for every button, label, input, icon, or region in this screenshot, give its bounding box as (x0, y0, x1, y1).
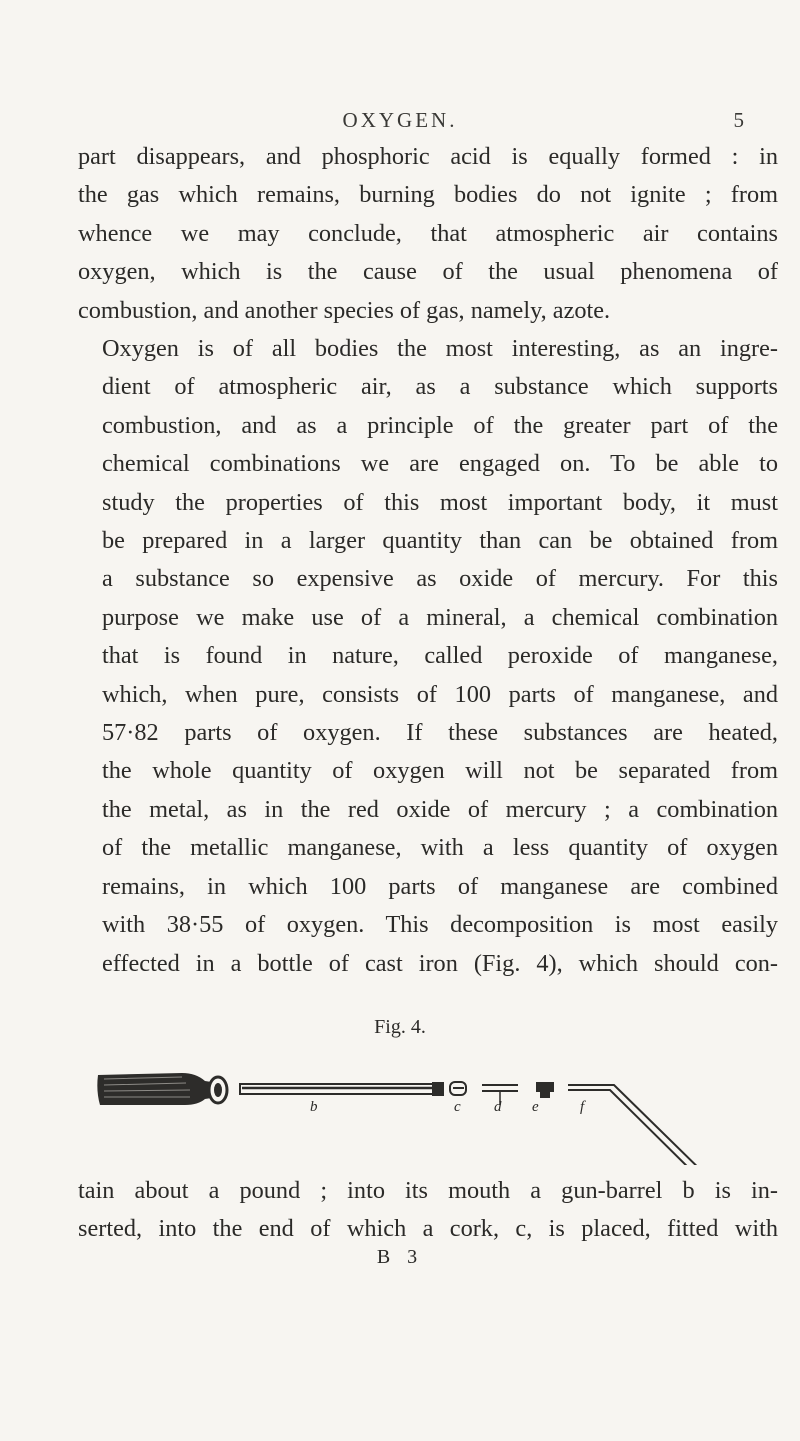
running-head (0, 108, 800, 138)
text-line: with 38·55 of oxygen. This decomposition is most easily (102, 911, 778, 939)
text-line: oxygen, which is the cause of the usual phenomena of (78, 258, 778, 286)
text-line: 57·82 parts of oxygen. If these substances are heated, (102, 719, 778, 747)
paragraph-2 (78, 330, 778, 983)
paragraph-1 (78, 138, 778, 330)
text-line: Oxygen is of all bodies the most interesting, as an ingre- (102, 335, 778, 362)
text-line: combustion, and as a principle of the greater part of the (102, 411, 778, 439)
text-line: the whole quantity of oxygen will not be separated from (102, 757, 778, 785)
text-line: of the metallic manganese, with a less quantity of oxygen (102, 834, 778, 862)
running-title: OXYGEN. (342, 108, 458, 132)
gun-barrel-illustration (240, 1082, 444, 1096)
figure-caption: Fig. 4. (374, 1016, 426, 1038)
text-line: which, when pure, consists of 100 parts of manganese, and (102, 680, 778, 708)
text-line: purpose we make use of a mineral, a chemical combination (102, 603, 778, 631)
text-line: that is found in nature, called peroxide of manganese, (102, 642, 778, 670)
text-line: remains, in which 100 parts of manganese are combined (102, 872, 778, 900)
page-number: 5 (733, 108, 744, 132)
text-line: part disappears, and phosphoric acid is equally formed : in (78, 143, 778, 170)
iron-bottle-illustration (97, 1073, 227, 1105)
text-line: effected in a bottle of cast iron (Fig. 4), which should con- (102, 949, 778, 977)
text-line: combustion, and another species of gas, namely, azote. (78, 296, 611, 324)
text-line: chemical combinations we are engaged on. To be able to (102, 450, 778, 478)
text-line: a substance so expensive as oxide of mercury. For this (102, 565, 778, 593)
text-line: tain about a pound ; into its mouth a gun-barrel b is in- (78, 1177, 778, 1204)
text-line: be prepared in a larger quantity than can be obtained from (102, 527, 778, 555)
label-f: f (580, 1099, 585, 1115)
text-line: serted, into the end of which a cork, c, is placed, fitted with (78, 1215, 778, 1243)
label-b: b (310, 1099, 318, 1115)
paragraph-3 (78, 1172, 778, 1249)
text-line: the metal, as in the red oxide of mercury ; a combination (102, 795, 778, 823)
text-line: study the properties of this most important body, it must (102, 488, 778, 516)
bent-tube-illustration (568, 1085, 714, 1165)
apparatus-figure (90, 1055, 730, 1165)
text-line: the gas which remains, burning bodies do not ignite ; from (78, 181, 778, 209)
label-c: c (454, 1099, 461, 1115)
label-d: d (494, 1099, 502, 1115)
label-e: e (532, 1099, 539, 1115)
signature-mark: B 3 (376, 1246, 424, 1268)
connector-illustration (536, 1082, 554, 1098)
text-line: dient of atmospheric air, as a substance which supports (102, 373, 778, 401)
text-line: whence we may conclude, that atmospheric air contains (78, 219, 778, 247)
